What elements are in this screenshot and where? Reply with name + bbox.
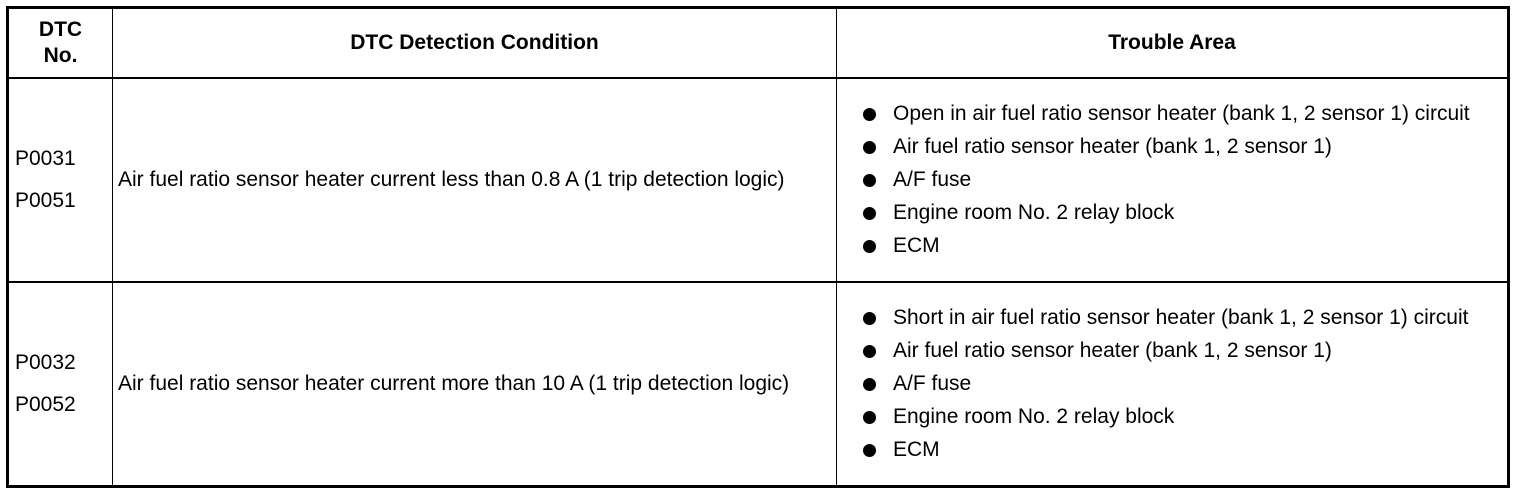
- trouble-area-item: [863, 337, 1489, 365]
- header-dtc-no: DTC No.: [8, 8, 113, 79]
- trouble-area-cell: [837, 78, 1509, 282]
- trouble-area-item: [863, 232, 1489, 260]
- bullet-icon: [863, 207, 876, 220]
- trouble-area-item: [863, 166, 1489, 194]
- dtc-codes-cell: [8, 78, 113, 282]
- trouble-area-text: Engine room No. 2 relay block: [893, 201, 1175, 224]
- trouble-area-list: [863, 100, 1489, 260]
- trouble-area-text: A/F fuse: [893, 168, 972, 191]
- trouble-area-list: [863, 304, 1489, 464]
- dtc-codes-cell: [8, 282, 113, 486]
- bullet-icon: [863, 444, 876, 457]
- trouble-area-item: [863, 100, 1489, 128]
- bullet-icon: [863, 141, 876, 154]
- table-body: [8, 78, 1509, 486]
- detection-condition-cell: Air fuel ratio sensor heater current less than 0.8 A (1 trip detection logic): [113, 78, 837, 282]
- trouble-area-text: ECM: [893, 234, 940, 257]
- bullet-icon: [863, 411, 876, 424]
- table-header: [8, 8, 1509, 79]
- trouble-area-text: Short in air fuel ratio sensor heater (bank 1, 2 sensor 1) circuit: [893, 305, 1469, 329]
- dtc-code: P0032: [15, 350, 76, 374]
- table-row: [8, 78, 1509, 282]
- dtc-code: P0031: [15, 147, 76, 170]
- trouble-area-text: Air fuel ratio sensor heater (bank 1, 2 sensor 1): [893, 338, 1332, 362]
- trouble-area-item: [863, 403, 1489, 431]
- trouble-area-item: [863, 436, 1489, 464]
- trouble-area-text: ECM: [893, 437, 940, 461]
- trouble-area-text: Engine room No. 2 relay block: [893, 404, 1175, 428]
- header-row: [8, 8, 1509, 79]
- trouble-area-text: A/F fuse: [893, 371, 972, 395]
- table-row: [8, 282, 1509, 486]
- dtc-table: [6, 6, 1510, 488]
- bullet-icon: [863, 378, 876, 391]
- trouble-area-item: [863, 133, 1489, 161]
- trouble-area-text: Air fuel ratio sensor heater (bank 1, 2 sensor 1): [893, 135, 1332, 158]
- trouble-area-cell: [837, 282, 1509, 486]
- bullet-icon: [863, 345, 876, 358]
- trouble-area-item: [863, 199, 1489, 227]
- bullet-icon: [863, 108, 876, 121]
- dtc-code: P0051: [15, 189, 76, 212]
- trouble-area-text: Open in air fuel ratio sensor heater (bank 1, 2 sensor 1) circuit: [893, 102, 1470, 125]
- bullet-icon: [863, 240, 876, 253]
- detection-condition-cell: Air fuel ratio sensor heater current more than 10 A (1 trip detection logic): [113, 282, 837, 486]
- dtc-code: P0052: [15, 392, 76, 416]
- header-trouble-area: Trouble Area: [837, 8, 1509, 79]
- trouble-area-item: [863, 304, 1489, 332]
- header-detection-condition: DTC Detection Condition: [113, 8, 837, 79]
- bullet-icon: [863, 174, 876, 187]
- trouble-area-item: [863, 370, 1489, 398]
- bullet-icon: [863, 312, 876, 325]
